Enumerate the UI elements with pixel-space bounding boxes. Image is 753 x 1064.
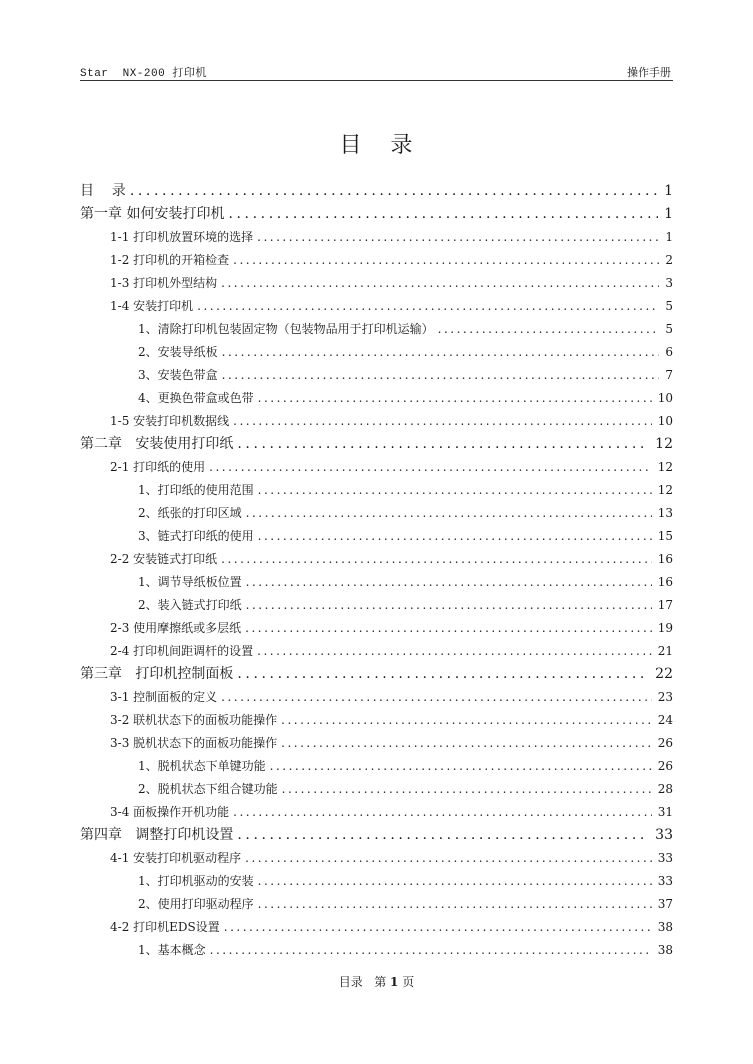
toc-entry-label: 3、链式打印纸的使用 xyxy=(138,529,254,543)
toc-entry-page: 33 xyxy=(657,851,673,865)
toc-entry-page: 17 xyxy=(657,598,673,612)
toc-entry-label: 1-2 打印机的开箱检查 xyxy=(110,253,230,267)
toc-entry[interactable] xyxy=(80,318,673,341)
toc-entry[interactable] xyxy=(80,456,673,479)
footer-page-number: 1 xyxy=(390,975,399,989)
toc-entry-label: 1、清除打印机包装固定物（包装物品用于打印机运输） xyxy=(138,322,434,336)
toc-entry-label: 1、基本概念 xyxy=(138,943,206,957)
toc-entry-label: 2、纸张的打印区域 xyxy=(138,506,242,520)
toc-entry-page: 13 xyxy=(657,506,673,520)
toc-entry-page: 12 xyxy=(655,436,673,452)
toc-leader-dots xyxy=(257,640,652,663)
toc-leader-dots xyxy=(245,617,652,640)
toc-entry-label: 2-3 使用摩擦纸或多层纸 xyxy=(110,621,242,635)
toc-entry-page: 38 xyxy=(657,920,673,934)
toc-entry[interactable] xyxy=(80,364,673,387)
page-footer xyxy=(0,973,753,990)
toc-entry-label: 第二章 安装使用打印纸 xyxy=(80,436,234,452)
toc-entry[interactable] xyxy=(80,502,673,525)
toc-entry-label: 2-4 打印机间距调杆的设置 xyxy=(110,644,254,658)
toc-entry[interactable] xyxy=(80,617,673,640)
toc-entry[interactable] xyxy=(80,479,673,502)
toc-entry-page: 16 xyxy=(657,552,673,566)
toc-entry[interactable] xyxy=(80,226,673,249)
toc-leader-dots xyxy=(221,272,659,295)
header-right-title: 操作手册 xyxy=(627,66,671,79)
toc-entry-page: 21 xyxy=(657,644,673,658)
toc-entry-label: 4-1 安装打印机驱动程序 xyxy=(110,851,242,865)
toc-entry-label: 2、使用打印驱动程序 xyxy=(138,897,254,911)
toc-leader-dots xyxy=(258,387,652,410)
toc-entry-page: 5 xyxy=(665,322,673,336)
toc-leader-dots xyxy=(257,226,659,249)
toc-entry-page: 5 xyxy=(665,299,673,313)
toc-leader-dots xyxy=(282,778,652,801)
toc-leader-dots xyxy=(222,364,660,387)
toc-entry-page: 33 xyxy=(657,874,673,888)
toc-leader-dots xyxy=(221,548,652,571)
toc-entry[interactable] xyxy=(80,732,673,755)
toc-leader-dots xyxy=(221,686,652,709)
toc-entry-page: 37 xyxy=(657,897,673,911)
toc-entry-page: 2 xyxy=(665,253,673,267)
toc-entry-page: 10 xyxy=(657,414,673,428)
toc-leader-dots xyxy=(246,502,652,525)
toc-leader-dots xyxy=(210,939,652,962)
toc-entry-page: 23 xyxy=(657,690,673,704)
toc-entry-page: 24 xyxy=(657,713,673,727)
toc-entry[interactable] xyxy=(80,203,673,226)
toc-entry-label: 3、安装色带盒 xyxy=(138,368,218,382)
toc-entry[interactable] xyxy=(80,410,673,433)
toc-entry-label: 2、安装导纸板 xyxy=(138,345,218,359)
toc-entry-page: 1 xyxy=(664,206,673,222)
toc-entry-page: 16 xyxy=(657,575,673,589)
toc-entry-page: 31 xyxy=(657,805,673,819)
toc-entry-page: 19 xyxy=(657,621,673,635)
toc-entry[interactable] xyxy=(80,778,673,801)
table-of-contents xyxy=(80,180,673,962)
toc-leader-dots xyxy=(245,847,652,870)
toc-entry-label: 2-1 打印纸的使用 xyxy=(110,460,206,474)
toc-entry[interactable] xyxy=(80,663,673,686)
page-title-part1: 目 xyxy=(339,133,363,158)
toc-entry-label: 1-5 安装打印机数据线 xyxy=(110,414,230,428)
toc-entry-page: 26 xyxy=(657,736,673,750)
header-divider xyxy=(80,80,673,81)
toc-leader-dots xyxy=(258,479,652,502)
toc-entry-label: 1-1 打印机放置环境的选择 xyxy=(110,230,254,244)
toc-leader-dots xyxy=(222,341,660,364)
toc-entry-label: 3-2 联机状态下的面板功能操作 xyxy=(110,713,278,727)
toc-leader-dots xyxy=(233,410,652,433)
toc-entry-label: 3-3 脱机状态下的面板功能操作 xyxy=(110,736,278,750)
toc-entry-page: 10 xyxy=(657,391,673,405)
toc-leader-dots xyxy=(258,525,652,548)
header-left-title: Star NX-200 打印机 xyxy=(80,68,207,80)
footer-prefix: 目录 第 xyxy=(338,975,391,989)
page-title-part2: 录 xyxy=(390,133,414,158)
toc-entry-page: 15 xyxy=(657,529,673,543)
toc-entry-page: 28 xyxy=(657,782,673,796)
toc-entry-label: 目 录 xyxy=(80,183,126,199)
toc-entry-label: 2、装入链式打印纸 xyxy=(138,598,242,612)
toc-entry-label: 1-4 安装打印机 xyxy=(110,299,194,313)
toc-entry[interactable] xyxy=(80,548,673,571)
toc-leader-dots xyxy=(246,571,652,594)
toc-entry[interactable] xyxy=(80,525,673,548)
toc-leader-dots xyxy=(237,663,649,686)
toc-entry-label: 3-1 控制面板的定义 xyxy=(110,690,218,704)
page-title xyxy=(0,128,753,159)
toc-leader-dots xyxy=(224,916,652,939)
toc-entry[interactable] xyxy=(80,939,673,962)
toc-leader-dots xyxy=(197,295,659,318)
toc-leader-dots xyxy=(228,203,658,226)
toc-entry-label: 第三章 打印机控制面板 xyxy=(80,666,234,682)
toc-entry-page: 1 xyxy=(664,183,673,199)
toc-entry-page: 3 xyxy=(665,276,673,290)
toc-entry[interactable] xyxy=(80,295,673,318)
toc-leader-dots xyxy=(246,594,652,617)
toc-entry-label: 3-4 面板操作开机功能 xyxy=(110,805,230,819)
toc-entry[interactable] xyxy=(80,249,673,272)
toc-entry[interactable] xyxy=(80,594,673,617)
toc-entry[interactable] xyxy=(80,272,673,295)
toc-entry[interactable] xyxy=(80,893,673,916)
toc-entry-page: 12 xyxy=(657,460,673,474)
toc-entry[interactable] xyxy=(80,180,673,203)
toc-entry-label: 1、脱机状态下单键功能 xyxy=(138,759,266,773)
toc-entry-page: 7 xyxy=(665,368,673,382)
toc-leader-dots xyxy=(237,824,649,847)
toc-leader-dots xyxy=(130,180,658,203)
toc-entry-page: 38 xyxy=(657,943,673,957)
toc-entry-label: 2、脱机状态下组合键功能 xyxy=(138,782,278,796)
toc-entry-page: 26 xyxy=(657,759,673,773)
toc-entry[interactable] xyxy=(80,847,673,870)
page-header xyxy=(80,62,673,78)
toc-entry-label: 第四章 调整打印机设置 xyxy=(80,827,234,843)
toc-entry[interactable] xyxy=(80,755,673,778)
toc-entry-label: 1、打印机驱动的安装 xyxy=(138,874,254,888)
toc-entry[interactable] xyxy=(80,433,673,456)
toc-leader-dots xyxy=(258,870,652,893)
toc-entry[interactable] xyxy=(80,640,673,663)
toc-entry-page: 1 xyxy=(665,230,673,244)
toc-leader-dots xyxy=(209,456,652,479)
toc-entry[interactable] xyxy=(80,571,673,594)
toc-leader-dots xyxy=(237,433,649,456)
toc-leader-dots xyxy=(233,801,652,824)
toc-leader-dots xyxy=(281,709,652,732)
toc-entry-label: 1-3 打印机外型结构 xyxy=(110,276,218,290)
toc-entry[interactable] xyxy=(80,387,673,410)
toc-entry-label: 4-2 打印机EDS设置 xyxy=(110,920,220,934)
toc-leader-dots xyxy=(258,893,652,916)
toc-entry[interactable] xyxy=(80,801,673,824)
toc-entry[interactable] xyxy=(80,870,673,893)
toc-leader-dots xyxy=(233,249,659,272)
toc-entry-label: 第一章 如何安装打印机 xyxy=(80,206,225,222)
toc-entry[interactable] xyxy=(80,341,673,364)
toc-entry[interactable] xyxy=(80,686,673,709)
toc-entry-page: 6 xyxy=(665,345,673,359)
toc-entry[interactable] xyxy=(80,916,673,939)
toc-leader-dots xyxy=(270,755,652,778)
toc-entry-label: 1、打印纸的使用范围 xyxy=(138,483,254,497)
toc-entry-label: 4、更换色带盒或色带 xyxy=(138,391,254,405)
toc-entry-page: 12 xyxy=(657,483,673,497)
toc-leader-dots xyxy=(281,732,652,755)
toc-leader-dots xyxy=(438,318,660,341)
toc-entry[interactable] xyxy=(80,709,673,732)
toc-entry-label: 2-2 安装链式打印纸 xyxy=(110,552,218,566)
toc-entry-page: 22 xyxy=(655,666,673,682)
toc-entry-page: 33 xyxy=(655,827,673,843)
footer-suffix: 页 xyxy=(398,975,415,989)
toc-entry[interactable] xyxy=(80,824,673,847)
toc-entry-label: 1、调节导纸板位置 xyxy=(138,575,242,589)
